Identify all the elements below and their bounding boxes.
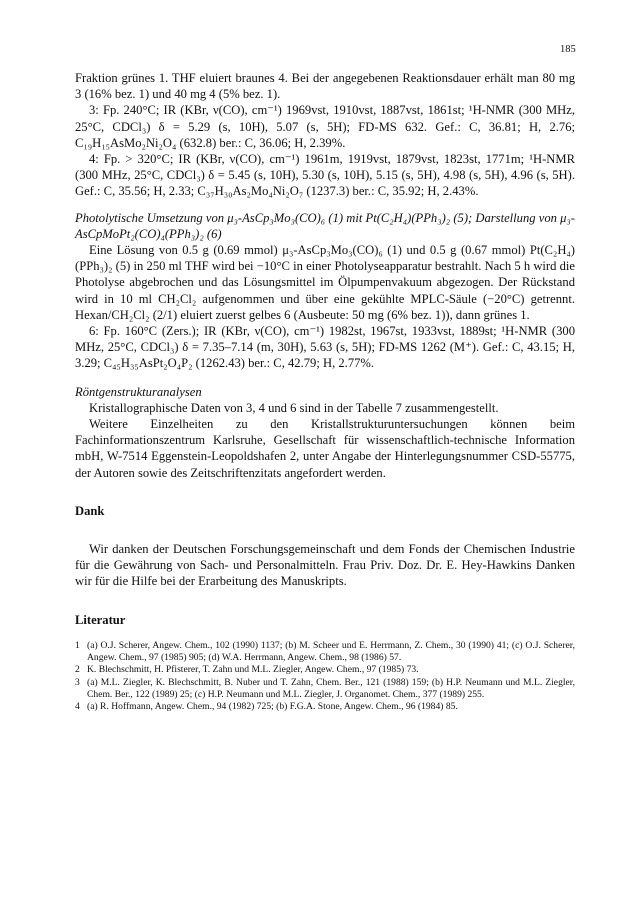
reference-item [75, 664, 575, 676]
reference-item [75, 640, 575, 665]
reference-text: K. Blechschmitt, H. Pfisterer, T. Zahn und M.L. Ziegler, Angew. Chem., 97 (1985) 73. [87, 664, 419, 676]
page-body [75, 70, 575, 714]
reference-number: 2 [75, 664, 80, 676]
paragraph-compound-4: 4: Fp. > 320°C; IR (KBr, ν(CO), cm⁻¹) 1961m, 1919vst, 1879vst, 1823st, 1771m; ¹H-NMR (300 MHz, 25°C, CDCl₃) δ = 5.45 (s, 10H), 5.30 (s, 10H), 5.15 (s, 5H), 4.98 (s, 5H), 4.96 (s, 5H). Gef.: C, 35.56; H, 2.33; C₃₇H₃₀As₂Mo₄Ni₂O₇ (1237.3) ber.: C, 35.92; H, 2.43%. [75, 152, 575, 199]
reference-number: 4 [75, 701, 80, 713]
reference-text: (a) M.L. Ziegler, K. Blechschmitt, B. Nuber und T. Zahn, Chem. Ber., 121 (1988) 159; (b) H.P. Neumann und M.L. Ziegler, Chem. Ber., 122 (1989) 25; (c) H.P. Neumann und M.L. Ziegler, J. Organomet. Chem., 377 (1989) 255. [87, 676, 575, 701]
reference-number: 1 [75, 639, 80, 651]
page-number: 185 [560, 44, 576, 55]
reference-text: (a) R. Hoffmann, Angew. Chem., 94 (1982) 725; (b) F.G.A. Stone, Angew. Chem., 96 (1984) 85. [87, 701, 458, 713]
paragraph-compound-6: 6: Fp. 160°C (Zers.); IR (KBr, ν(CO), cm⁻¹) 1982st, 1967st, 1933vst, 1889st; ¹H-NMR (300 MHz, 25°C, CDCl₃) δ = 7.35–7.14 (m, 30H), 5.63 (s, 5H); FD-MS 1262 (M⁺). Gef.: C, 43.15; H, 3.29; C₄₅H₃₅AsPt₂O₄P₂ (1262.43) ber.: C, 42.79; H, 2.77%. [75, 324, 575, 371]
reference-number: 3 [75, 676, 80, 688]
paragraph-fraction: Fraktion grünes 1. THF eluiert braunes 4. Bei der angegebenen Reaktionsdauer erhält man 80 mg 3 (16% bez. 1) und 40 mg 4 (5% bez. 1). [75, 71, 575, 102]
paragraph-crystal-data: Kristallographische Daten von 3, 4 und 6 sind in der Tabelle 7 zusammengestellt. [89, 400, 499, 415]
paragraph-compound-3: 3: Fp. 240°C; IR (KBr, ν(CO), cm⁻¹) 1969vst, 1910vst, 1887vst, 1861st; ¹H-NMR (300 MHz, 25°C, CDCl₃) δ = 5.29 (s, 10H), 5.07 (s, 5H); FD-MS 632. Gef.: C, 36.81; H, 2.76; C₁₉H₁₅AsMo₂Ni₂O₄ (632.8) ber.: C, 36.06; H, 2.39%. [75, 103, 575, 150]
section-heading-photolysis: Photolytische Umsetzung von μ₃-AsCp₃Mo₃(CO)₆ (1) mit Pt(C₂H₄)(PPh₃)₂ (5); Darstellung von μ₃-AsCpMoPt₂(CO)₄(PPh₃)₂ (6) [75, 210, 575, 241]
reference-text: (a) O.J. Scherer, Angew. Chem., 102 (1990) 1137; (b) M. Scheer und E. Herrmann, Z. Chem., 30 (1990) 41; (c) O.J. Scherer, Angew. Chem., 97 (1985) 905; (d) W.A. Herrmann, Angew. Chem., 98 (1986) 57. [87, 639, 575, 664]
paragraph-photolysis: Eine Lösung von 0.5 g (0.69 mmol) μ₃-AsCp₃Mo₃(CO)₆ (1) und 0.5 g (0.67 mmol) Pt(C₂H₄)(PPh₃)₂ (5) in 250 ml THF wird bei −10°C in einer Photolyseapparatur bestrahlt. Nach 5 h wird die Photolyse abgebrochen und das Lösungsmittel im Ölpumpenvakuum abgezogen. Der Rückstand wird in 10 ml CH₂Cl₂ aufgenommen und über eine gekühlte MPLC-Säule (−20°C) getrennt. Hexan/CH₂Cl₂ (2/1) eluiert zuerst gelbes 6 (Ausbeute: 50 mg (6% bez. 1)), dann grünes 1. [75, 243, 575, 322]
reference-list [75, 640, 575, 714]
reference-item [75, 677, 575, 702]
section-heading-literatur: Literatur [75, 612, 126, 627]
paragraph-acknowledgement: Wir danken der Deutschen Forschungsgemeinschaft und dem Fonds der Chemischen Industrie für die Gewährung von Sach- und Personalmitteln. Frau Priv. Doz. Dr. E. Hey-Hawkins Danken wir für die Hilfe bei der Erarbeitung des Manuskripts. [75, 542, 575, 589]
paragraph-deposit: Weitere Einzelheiten zu den Kristallstrukturuntersuchungen können beim Fachinformationszentrum Karlsruhe, Gesellschaft für wissenschaftlich-technische Information mbH, W-7514 Eggenstein-Leopoldshafen 2, unter Angabe der Hinterlegungsnummer CSD-55775, der Autoren sowie des Zeitschriftenzitats angefordert werden. [75, 417, 575, 480]
section-heading-dank: Dank [75, 503, 105, 518]
reference-item [75, 701, 575, 713]
section-heading-xray: Röntgenstrukturanalysen [75, 384, 202, 399]
